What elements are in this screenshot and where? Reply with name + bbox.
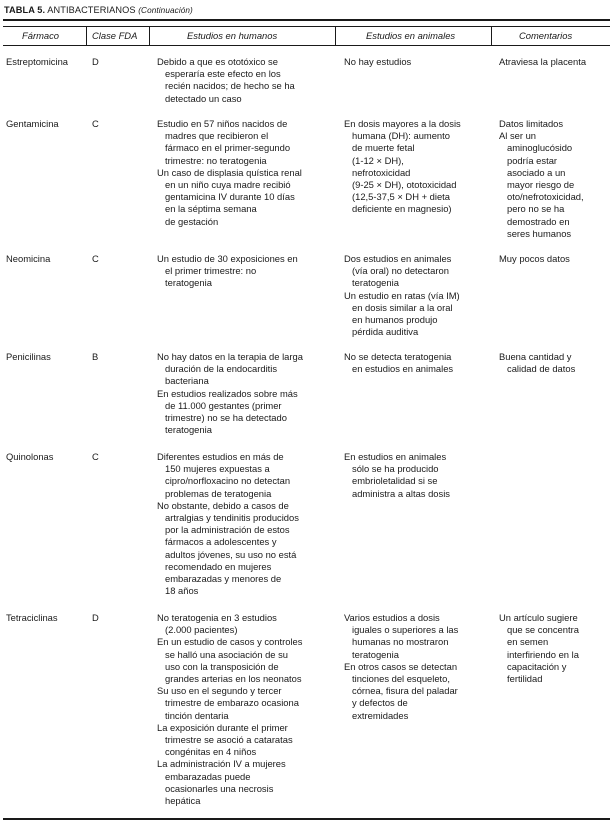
fda-class: D bbox=[92, 612, 99, 623]
cell-text-line: trimestre) no se ha detectado bbox=[165, 412, 287, 424]
cell-text-line: No hay datos en la terapia de larga bbox=[157, 351, 303, 362]
cell-text-line: teratogenia bbox=[165, 424, 212, 436]
cell-text-line: (vía oral) no detectaron bbox=[352, 265, 449, 277]
cell-text-line: en la séptima semana bbox=[165, 203, 257, 215]
cell-text-line: esperaría este efecto en los bbox=[165, 68, 281, 80]
cell-text-line: tinciones del esqueleto, bbox=[352, 673, 450, 685]
header-divider bbox=[335, 26, 336, 46]
cell-text-line: (2.000 pacientes) bbox=[165, 624, 238, 636]
cell-text-line: extremidades bbox=[352, 709, 409, 721]
cell-text-line: artralgias y tendinitis producidos bbox=[165, 512, 299, 524]
fda-class: C bbox=[92, 451, 99, 462]
cell-text-line: Buena cantidad y bbox=[499, 351, 572, 362]
human-studies-cell bbox=[157, 56, 295, 105]
cell-text-line: Varios estudios a dosis bbox=[344, 612, 440, 623]
cell-text-line: 18 años bbox=[165, 585, 199, 597]
human-studies-cell bbox=[157, 118, 302, 228]
cell-text-line: de muerte fetal bbox=[352, 142, 415, 154]
cell-text-line: No hay estudios bbox=[344, 56, 412, 67]
fda-class: B bbox=[92, 351, 99, 362]
header-comentarios: Comentarios bbox=[519, 30, 573, 41]
cell-text-line: seres humanos bbox=[507, 227, 572, 239]
cell-text-line: en semen bbox=[507, 636, 549, 648]
header-farmaco: Fármaco bbox=[22, 30, 59, 41]
human-studies-cell bbox=[157, 351, 303, 436]
cell-text-line: Dos estudios en animales bbox=[344, 253, 452, 264]
cell-text-line: Datos limitados bbox=[499, 118, 564, 129]
cell-text-line: sólo se ha producido bbox=[352, 463, 439, 475]
cell-text-line: En un estudio de casos y controles bbox=[157, 636, 303, 648]
cell-text-line: Diferentes estudios en más de bbox=[157, 451, 284, 462]
header-estudios-animales: Estudios en animales bbox=[366, 30, 456, 41]
cell-text-line: de 11.000 gestantes (primer bbox=[165, 399, 282, 411]
drug-name: Estreptomicina bbox=[6, 56, 69, 67]
header-clase-fda: Clase FDA bbox=[92, 30, 138, 41]
cell-text-line: teratogenia bbox=[352, 277, 399, 289]
cell-text-line: pérdida auditiva bbox=[352, 326, 419, 338]
human-studies-cell bbox=[157, 253, 298, 290]
drug-name: Quinolonas bbox=[6, 451, 54, 462]
animal-studies-cell bbox=[344, 118, 461, 216]
cell-text-line: trimestre: no teratogenia bbox=[165, 154, 267, 166]
fda-class: C bbox=[92, 118, 99, 129]
cell-text-line: mayor riesgo de bbox=[507, 179, 575, 191]
cell-text-line: demostrado en bbox=[507, 215, 570, 227]
animal-studies-cell bbox=[344, 351, 453, 375]
fda-class: D bbox=[92, 56, 99, 67]
drug-name: Penicilinas bbox=[6, 351, 51, 362]
cell-text-line: pero no se ha bbox=[507, 203, 565, 215]
header-divider bbox=[491, 26, 492, 46]
header-estudios-humanos: Estudios en humanos bbox=[187, 30, 278, 41]
comments-cell bbox=[499, 351, 575, 375]
cell-text-line: que se concentra bbox=[507, 624, 579, 636]
cell-text-line: Debido a que es ototóxico se bbox=[157, 56, 278, 67]
top-rule bbox=[3, 19, 610, 21]
cell-text-line: madres que recibieron el bbox=[165, 130, 269, 142]
cell-text-line: teratogenia bbox=[352, 648, 399, 660]
cell-text-line: duración de la endocarditis bbox=[165, 363, 278, 375]
cell-text-line: embrioletalidad si se bbox=[352, 475, 438, 487]
cell-text-line: detectado un caso bbox=[165, 92, 242, 104]
header-divider bbox=[149, 26, 150, 46]
cell-text-line: (9-25 × DH), ototoxicidad bbox=[352, 179, 457, 191]
cell-text-line: La administración IV a mujeres bbox=[157, 758, 286, 770]
cell-text-line: trimestre de embarazo ocasiona bbox=[165, 697, 299, 709]
comments-cell bbox=[499, 56, 586, 68]
cell-text-line: Un artículo sugiere bbox=[499, 612, 578, 623]
cell-text-line: problemas de teratogenia bbox=[165, 487, 272, 499]
animal-studies-cell bbox=[344, 451, 450, 500]
cell-text-line: Un caso de displasia quística renal bbox=[157, 166, 302, 178]
cell-text-line: fármacos a adolescentes y bbox=[165, 536, 277, 548]
cell-text-line: 150 mujeres expuestas a bbox=[165, 463, 270, 475]
cell-text-line: se halló una asociación de su bbox=[165, 648, 289, 660]
cell-text-line: No se detecta teratogenia bbox=[344, 351, 452, 362]
cell-text-line: administra a altas dosis bbox=[352, 487, 450, 499]
cell-text-line: congénitas en 4 niños bbox=[165, 746, 257, 758]
cell-text-line: trimestre se asoció a cataratas bbox=[165, 734, 293, 746]
cell-text-line: humana (DH): aumento bbox=[352, 130, 450, 142]
comments-cell bbox=[499, 612, 579, 685]
fda-class: C bbox=[92, 253, 99, 264]
cell-text-line: aminoglucósido bbox=[507, 142, 573, 154]
cell-text-line: oto/nefrotoxicidad, bbox=[507, 191, 584, 203]
cell-text-line: córnea, fisura del paladar bbox=[352, 685, 458, 697]
cell-text-line: embarazadas y menores de bbox=[165, 573, 282, 585]
animal-studies-cell bbox=[344, 612, 458, 722]
cell-text-line: en estudios en animales bbox=[352, 363, 454, 375]
human-studies-cell bbox=[157, 612, 302, 807]
header-bottom-rule bbox=[3, 45, 610, 46]
cell-text-line: fertilidad bbox=[507, 673, 543, 685]
cell-text-line: No teratogenia en 3 estudios bbox=[157, 612, 277, 623]
cell-text-line: La exposición durante el primer bbox=[157, 721, 288, 733]
cell-text-line: en humanos produjo bbox=[352, 314, 438, 326]
cell-text-line: Atraviesa la placenta bbox=[499, 56, 587, 67]
cell-text-line: grandes arterias en los neonatos bbox=[165, 673, 302, 685]
cell-text-line: nefrotoxicidad bbox=[352, 166, 411, 178]
cell-text-line: fármaco en el primer-segundo bbox=[165, 142, 291, 154]
cell-text-line: recomendado en mujeres bbox=[165, 560, 272, 572]
cell-text-line: asociado a un bbox=[507, 166, 566, 178]
cell-text-line: en dosis similar a la oral bbox=[352, 301, 453, 313]
cell-text-line: hepática bbox=[165, 795, 201, 807]
comments-cell bbox=[499, 253, 570, 265]
cell-text-line: uso con la transposición de bbox=[165, 660, 279, 672]
cell-text-line: teratogenia bbox=[165, 277, 212, 289]
cell-text-line: bacteriana bbox=[165, 375, 209, 387]
cell-text-line: tinción dentaria bbox=[165, 709, 229, 721]
header-divider bbox=[86, 26, 87, 46]
cell-text-line: por la administración de estos bbox=[165, 524, 290, 536]
cell-text-line: Estudio en 57 niños nacidos de bbox=[157, 118, 288, 129]
animal-studies-cell bbox=[344, 56, 411, 68]
cell-text-line: En estudios realizados sobre más bbox=[157, 387, 298, 399]
cell-text-line: En estudios en animales bbox=[344, 451, 447, 462]
table-heading: ANTIBACTERIANOS bbox=[47, 5, 136, 15]
cell-text-line: Al ser un bbox=[499, 130, 536, 142]
cell-text-line: Muy pocos datos bbox=[499, 253, 570, 264]
cell-text-line: interfiriendo en la bbox=[507, 648, 579, 660]
drug-name: Tetraciclinas bbox=[6, 612, 58, 623]
cell-text-line: Un estudio de 30 exposiciones en bbox=[157, 253, 298, 264]
cell-text-line: No obstante, debido a casos de bbox=[157, 499, 289, 511]
cell-text-line: en un niño cuya madre recibió bbox=[165, 179, 291, 191]
cell-text-line: (1-12 × DH), bbox=[352, 154, 404, 166]
cell-text-line: y defectos de bbox=[352, 697, 408, 709]
cell-text-line: el primer trimestre: no bbox=[165, 265, 257, 277]
cell-text-line: iguales o superiores a las bbox=[352, 624, 459, 636]
cell-text-line: podría estar bbox=[507, 154, 558, 166]
bottom-rule bbox=[3, 818, 610, 820]
cell-text-line: (12,5-37,5 × DH + dieta bbox=[352, 191, 450, 203]
cell-text-line: deficiente en magnesio) bbox=[352, 203, 452, 215]
cell-text-line: embarazadas puede bbox=[165, 770, 251, 782]
cell-text-line: de gestación bbox=[165, 215, 219, 227]
cell-text-line: En dosis mayores a la dosis bbox=[344, 118, 461, 129]
drug-name: Neomicina bbox=[6, 253, 51, 264]
cell-text-line: Un estudio en ratas (vía IM) bbox=[344, 289, 460, 301]
header-top-rule bbox=[3, 26, 610, 27]
table-number: TABLA 5. bbox=[4, 5, 46, 15]
animal-studies-cell bbox=[344, 253, 460, 338]
cell-text-line: Su uso en el segundo y tercer bbox=[157, 685, 282, 697]
table-continuation-note: (Continuación) bbox=[138, 6, 193, 15]
human-studies-cell bbox=[157, 451, 299, 597]
cell-text-line: En otros casos se detectan bbox=[344, 660, 458, 672]
cell-text-line: humanas no mostraron bbox=[352, 636, 449, 648]
drug-name: Gentamicina bbox=[6, 118, 59, 129]
cell-text-line: recién nacidos; de hecho se ha bbox=[165, 80, 295, 92]
cell-text-line: calidad de datos bbox=[507, 363, 576, 375]
cell-text-line: ocasionarles una necrosis bbox=[165, 782, 274, 794]
cell-text-line: adultos jóvenes, su uso no está bbox=[165, 548, 297, 560]
table-title bbox=[4, 4, 193, 17]
cell-text-line: cipro/norfloxacino no detectan bbox=[165, 475, 291, 487]
cell-text-line: capacitación y bbox=[507, 660, 567, 672]
comments-cell bbox=[499, 118, 584, 240]
cell-text-line: gentamicina IV durante 10 días bbox=[165, 191, 295, 203]
